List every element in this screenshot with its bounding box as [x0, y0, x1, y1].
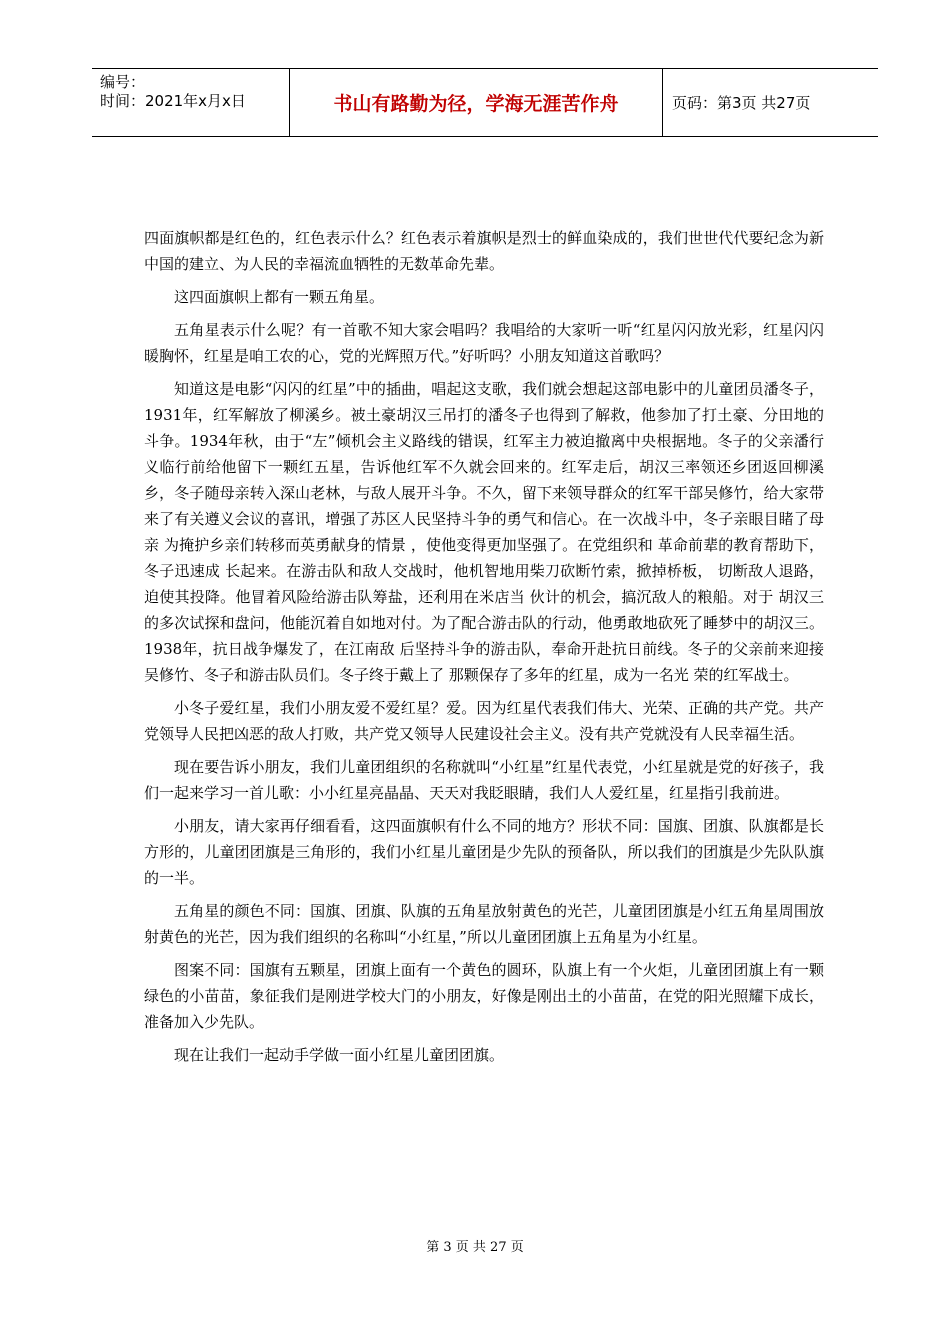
page-header	[92, 68, 878, 137]
paragraph: 图案不同：国旗有五颗星，团旗上面有一个黄色的圆环，队旗上有一个火炬，儿童团团旗上有一颗绿色的小苗苗，象征我们是刚进学校大门的小朋友，好像是刚出土的小苗苗，在党的阳光照耀下成长，准备加入少先队。	[144, 961, 824, 1031]
paragraph: 小冬子爱红星，我们小朋友爱不爱红星？爱。因为红星代表我们伟大、光荣、正确的共产党。共产党领导人民把凶恶的敌人打败，共产党又领导人民建设社会主义。没有共产党就没有人民幸福生活。	[144, 699, 824, 743]
paragraph: 五角星的颜色不同：国旗、团旗、队旗的五角星放射黄色的光芒，儿童团团旗是小红五角星周围放射黄色的光芒，因为我们组织的名称叫“小红星，”所以儿童团团旗上五角星为小红星。	[144, 902, 824, 946]
document-body	[144, 225, 824, 1075]
header-meta	[100, 73, 290, 111]
page-footer: 第 3 页 共 27 页	[426, 1240, 524, 1255]
paragraph: 现在要告诉小朋友，我们儿童团组织的名称就叫“小红星”红星代表党，小红星就是党的好孩子，我们一起来学习一首儿歌：小小红星亮晶晶、天天对我眨眼睛，我们人人爱红星，红星指引我前进。	[144, 758, 824, 802]
paragraph: 四面旗帜都是红色的，红色表示什么？红色表示着旗帜是烈士的鲜血染成的，我们世世代代要纪念为新中国的建立、为人民的幸福流血牺牲的无数革命先辈。	[144, 229, 824, 273]
header-motto: 书山有路勤为径，学海无涯苦作舟	[289, 69, 663, 136]
paragraph: 知道这是电影“闪闪的红星”中的插曲，唱起这支歌，我们就会想起这部电影中的儿童团员潘冬子，1931年，红军解放了柳溪乡。被土豪胡汉三吊打的潘冬子也得到了解救，他参加了打土豪、分田地的斗争。1934年秋，由于“左”倾机会主义路线的错误，红军主力被迫撤离中央根据地。冬子的父亲潘行义临行前给他留下一颗红五星，告诉他红军不久就会回来的。红军走后，胡汉三率领还乡团返回柳溪乡，冬子随母亲转入深山老林，与敌人展开斗争。不久，留下来领导群众的红军干部吴修竹，给大家带来了有关遵义会议的喜讯，增强了苏区人民坚持斗争的勇气和信心。在一次战斗中，冬子亲眼目睹了母亲 为掩护乡亲们转移而英勇献身的情景 ，使他变得更加坚强了。在党组织和 革命前辈的教育帮助下，冬子迅速成 长起来。在游击队和敌人交战时，他机智地用柴刀砍断竹索，掀掉桥板， 切断敌人退路，迫使其投降。他冒着风险给游击队筹盐，还利用在米店当 伙计的机会，搞沉敌人的粮船。对于 胡汉三的多次试探和盘问，他能沉着自如地对付。为了配合游击队的行动，他勇敢地砍死了睡梦中的胡汉三。 1938年，抗日战争爆发了，在江南敌 后坚持斗争的游击队，奉命开赴抗日前线。冬子的父亲前来迎接吴修竹、冬子和游击队员们。冬子终于戴上了 那颗保存了多年的红星，成为一名光 荣的红军战士。	[144, 380, 824, 684]
header-page-number: 页码：第3页 共27页	[672, 94, 811, 112]
document-date-label: 时间：2021年x月x日	[100, 92, 246, 110]
paragraph: 现在让我们一起动手学做一面小红星儿童团团旗。	[174, 1046, 505, 1064]
paragraph: 五角星表示什么呢？有一首歌不知大家会唱吗？我唱给的大家听一听“红星闪闪放光彩，红星闪闪暖胸怀，红星是咱工农的心，党的光辉照万代。”好听吗？小朋友知道这首歌吗？	[144, 321, 824, 365]
paragraph: 这四面旗帜上都有一颗五角星。	[174, 288, 385, 306]
paragraph: 小朋友，请大家再仔细看看，这四面旗帜有什么不同的地方？形状不同：国旗、团旗、队旗都是长方形的，儿童团团旗是三角形的，我们小红星儿童团是少先队的预备队，所以我们的团旗是少先队队旗的一半。	[144, 817, 824, 887]
document-number-label: 编号：	[100, 73, 146, 91]
